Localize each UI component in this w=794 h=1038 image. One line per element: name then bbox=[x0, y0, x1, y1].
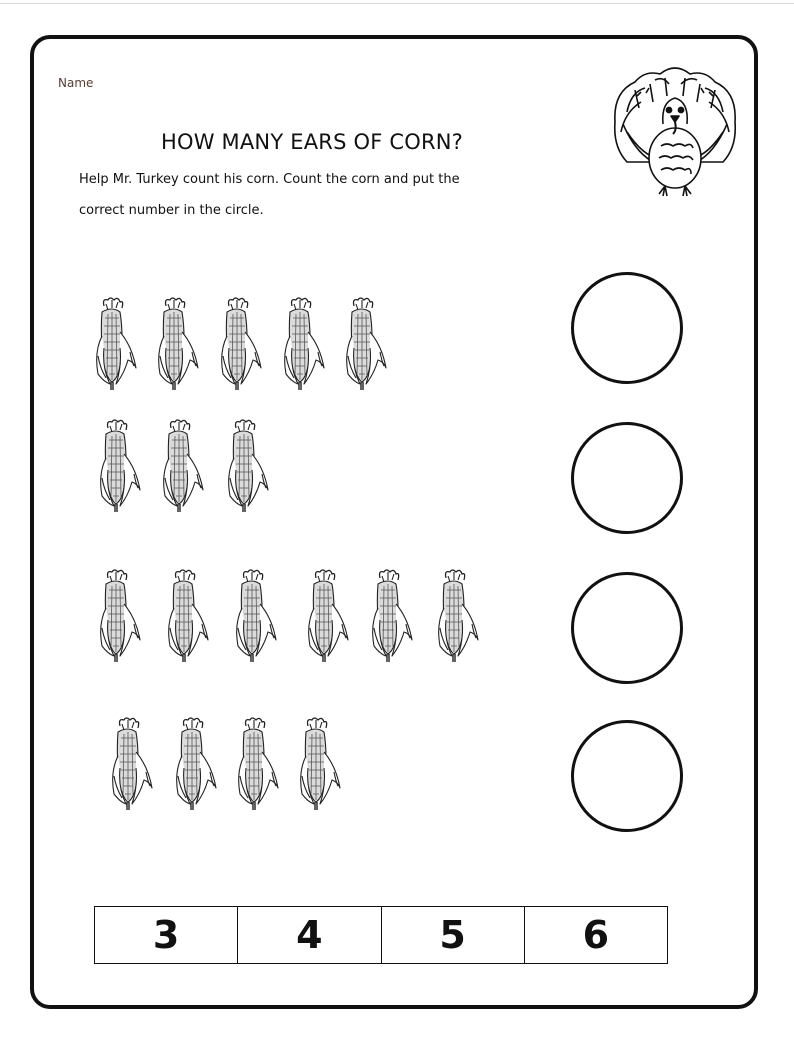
instructions-line-1: Help Mr. Turkey count his corn. Count the corn and put the bbox=[79, 172, 460, 187]
answer-circle-2[interactable] bbox=[571, 422, 683, 534]
worksheet-title: HOW MANY EARS OF CORN? bbox=[160, 130, 463, 154]
name-label: Name bbox=[58, 76, 94, 90]
corn-icon bbox=[300, 568, 352, 663]
number-bank bbox=[94, 906, 668, 964]
corn-icon bbox=[88, 296, 140, 391]
corn-icon bbox=[150, 296, 202, 391]
corn-icon bbox=[104, 716, 156, 811]
corn-icon bbox=[168, 716, 220, 811]
corn-icon bbox=[364, 568, 416, 663]
corn-row-1 bbox=[88, 296, 388, 391]
corn-icon bbox=[92, 568, 144, 663]
number-bank-cell[interactable]: 4 bbox=[238, 907, 381, 963]
corn-row-2 bbox=[92, 418, 292, 513]
corn-row-3 bbox=[92, 568, 492, 663]
corn-icon bbox=[228, 568, 280, 663]
turkey-icon bbox=[605, 62, 745, 202]
corn-icon bbox=[155, 418, 207, 513]
corn-icon bbox=[230, 716, 282, 811]
page-top-divider bbox=[0, 3, 794, 4]
answer-circle-4[interactable] bbox=[571, 720, 683, 832]
corn-icon bbox=[160, 568, 212, 663]
corn-icon bbox=[213, 296, 265, 391]
number-bank-cell[interactable]: 6 bbox=[525, 907, 668, 963]
corn-icon bbox=[276, 296, 328, 391]
corn-icon bbox=[92, 418, 144, 513]
corn-icon bbox=[338, 296, 390, 391]
number-bank-cell[interactable]: 5 bbox=[382, 907, 525, 963]
instructions-line-2: correct number in the circle. bbox=[79, 203, 264, 218]
corn-icon bbox=[430, 568, 482, 663]
corn-row-4 bbox=[104, 716, 364, 811]
number-bank-cell[interactable]: 3 bbox=[95, 907, 238, 963]
corn-icon bbox=[292, 716, 344, 811]
answer-circle-1[interactable] bbox=[571, 272, 683, 384]
answer-circle-3[interactable] bbox=[571, 572, 683, 684]
corn-icon bbox=[220, 418, 272, 513]
